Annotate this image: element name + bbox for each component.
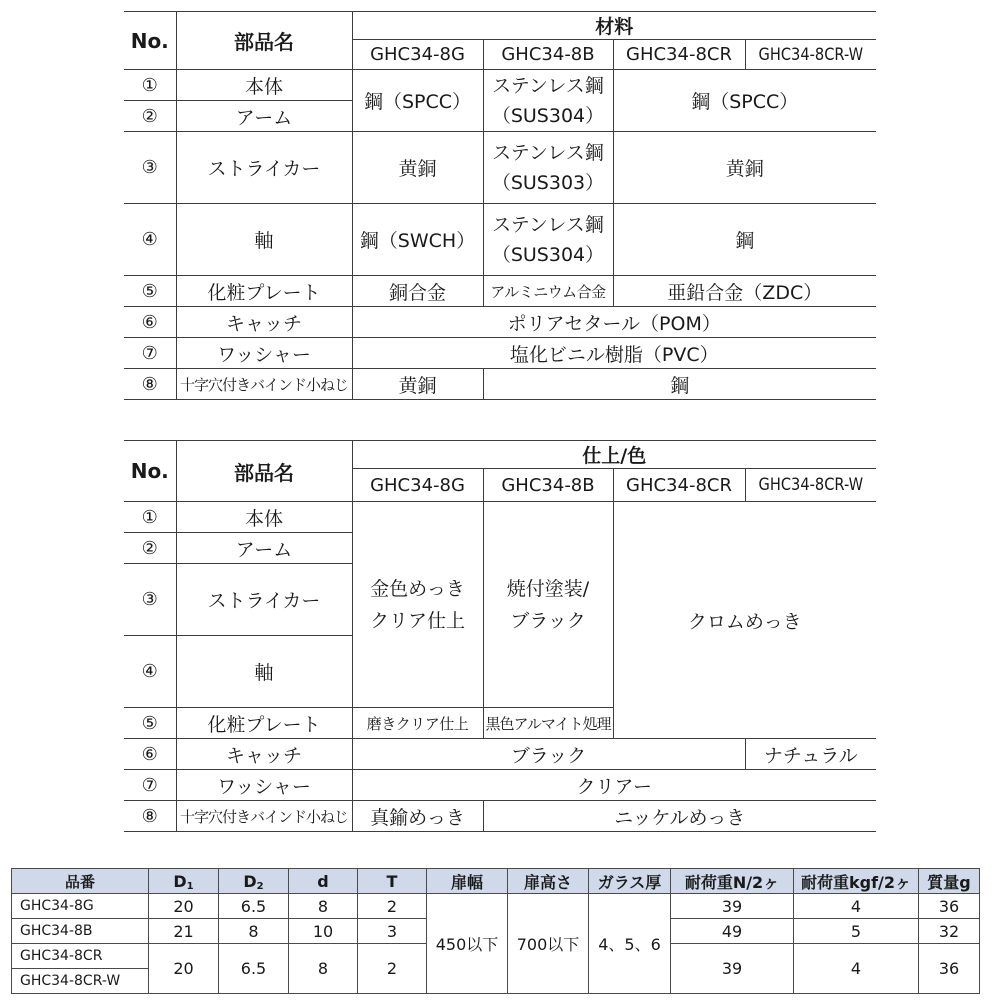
spec-door-height: 700以下 xyxy=(508,894,589,994)
row-number: ① xyxy=(124,70,176,101)
material-cell: 鋼（SPCC） xyxy=(352,70,483,132)
spec-d: 8 xyxy=(289,944,358,994)
spec-load-kgf: 5 xyxy=(794,919,919,944)
material-line: （SUS303） xyxy=(491,171,605,194)
material-cell: 塩化ビニル樹脂（PVC） xyxy=(352,338,876,369)
material-cell: ポリアセタール（POM） xyxy=(352,307,876,338)
spec-header-d2-sub: 2 xyxy=(256,880,264,892)
spec-header-door-height: 扉高さ xyxy=(508,869,589,894)
material-cell: 亜鉛合金（ZDC） xyxy=(613,276,876,307)
spec-door-width: 450以下 xyxy=(427,894,508,994)
finish-table xyxy=(124,440,876,832)
finish-cell: クリアー xyxy=(352,770,876,801)
row-number: ④ xyxy=(124,204,176,276)
finish-cell: ニッケルめっき xyxy=(483,801,876,832)
finish-cell: ナチュラル xyxy=(745,739,876,770)
spec-t: 2 xyxy=(358,894,427,919)
material-cell xyxy=(483,204,613,276)
row-number: ⑥ xyxy=(124,739,176,770)
group-header-finish: 仕上/色 xyxy=(352,441,876,469)
finish-line: クリア仕上 xyxy=(369,609,465,632)
row-number: ⑧ xyxy=(124,801,176,832)
row-number: ⑥ xyxy=(124,307,176,338)
model-header: GHC34-8B xyxy=(483,469,613,502)
material-cell: 黄銅 xyxy=(352,369,483,400)
model-header: GHC34-8B xyxy=(483,40,613,70)
part-name: 軸 xyxy=(176,636,352,708)
col-header-part: 部品名 xyxy=(176,12,352,70)
spec-d2: 6.5 xyxy=(219,944,289,994)
row-number: ③ xyxy=(124,132,176,204)
spec-load-n: 49 xyxy=(671,919,794,944)
material-cell xyxy=(483,132,613,204)
spec-part-no: GHC34-8CR xyxy=(12,944,149,969)
row-number: ③ xyxy=(124,564,176,636)
spec-header-glass: ガラス厚 xyxy=(589,869,671,894)
material-cell: 鋼（SWCH） xyxy=(352,204,483,276)
spec-header-mass: 質量g xyxy=(919,869,980,894)
model-header: GHC34-8G xyxy=(352,469,483,502)
spec-d: 10 xyxy=(289,919,358,944)
part-name: 本体 xyxy=(176,502,352,533)
spec-d1: 21 xyxy=(149,919,219,944)
row-number: ⑦ xyxy=(124,338,176,369)
material-cell: アルミニウム合金 xyxy=(483,276,613,307)
material-cell: 鋼 xyxy=(613,204,876,276)
part-name: 本体 xyxy=(176,70,352,101)
model-header: GHC34-8G xyxy=(352,40,483,70)
group-header-material: 材料 xyxy=(352,12,876,40)
spec-header-door-width: 扉幅 xyxy=(427,869,508,894)
material-cell: 鋼 xyxy=(483,369,876,400)
model-header-label: GHC34-8CR-W xyxy=(758,44,864,65)
part-name: 化粧プレート xyxy=(176,708,352,739)
model-header-label: GHC34-8CR-W xyxy=(758,475,864,495)
row-number: ⑧ xyxy=(124,369,176,400)
model-header: GHC34-8CR xyxy=(613,469,745,502)
spec-d2: 8 xyxy=(219,919,289,944)
material-line: ステンレス鋼 xyxy=(492,213,604,236)
row-number: ⑤ xyxy=(124,276,176,307)
model-header: GHC34-8CR xyxy=(613,40,745,70)
spec-header-load-kgf: 耐荷重kgf/2ヶ xyxy=(794,869,919,894)
finish-cell: 真鍮めっき xyxy=(352,801,483,832)
col-header-no: No. xyxy=(124,441,176,502)
part-name: ワッシャー xyxy=(176,338,352,369)
spec-glass: 4、5、6 xyxy=(589,894,671,994)
spec-header-d1-main: D xyxy=(173,871,187,891)
finish-cell xyxy=(352,502,483,708)
model-header xyxy=(745,469,876,502)
spec-mass: 32 xyxy=(919,919,980,944)
row-number: ② xyxy=(124,101,176,132)
row-number: ⑤ xyxy=(124,708,176,739)
row-number: ① xyxy=(124,502,176,533)
part-name: キャッチ xyxy=(176,307,352,338)
spec-d: 8 xyxy=(289,894,358,919)
part-name: 十字穴付きバインド小ねじ xyxy=(176,369,352,400)
spec-d2: 6.5 xyxy=(219,894,289,919)
spec-t: 2 xyxy=(358,944,427,994)
row-number: ② xyxy=(124,533,176,564)
spec-mass: 36 xyxy=(919,894,980,919)
spec-header-part-no: 品番 xyxy=(12,869,149,894)
finish-cell: クロムめっき xyxy=(613,502,876,739)
spec-header-d2-main: D xyxy=(243,871,257,891)
col-header-part: 部品名 xyxy=(176,441,352,502)
material-cell: 銅合金 xyxy=(352,276,483,307)
material-cell: 黄銅 xyxy=(352,132,483,204)
model-header xyxy=(745,40,876,70)
part-name: アーム xyxy=(176,101,352,132)
row-number: ⑦ xyxy=(124,770,176,801)
finish-cell xyxy=(483,502,613,708)
part-name: ストライカー xyxy=(176,564,352,636)
part-name: アーム xyxy=(176,533,352,564)
spec-header-t: T xyxy=(358,869,427,894)
spec-part-no: GHC34-8G xyxy=(12,894,149,919)
part-name: 軸 xyxy=(176,204,352,276)
spec-load-n: 39 xyxy=(671,944,794,994)
row-number: ④ xyxy=(124,636,176,708)
finish-cell: 黒色アルマイト処理 xyxy=(483,708,613,739)
materials-table xyxy=(124,11,876,400)
spec-header-d1 xyxy=(149,869,219,894)
material-line: （SUS304） xyxy=(491,104,605,127)
spec-load-kgf: 4 xyxy=(794,944,919,994)
spec-d1: 20 xyxy=(149,944,219,994)
spec-header-d2 xyxy=(219,869,289,894)
finish-line: 金色めっき xyxy=(370,577,465,600)
spec-header-d1-sub: 1 xyxy=(186,880,194,892)
material-line: ステンレス鋼 xyxy=(492,141,604,164)
spec-t: 3 xyxy=(358,919,427,944)
part-name: 化粧プレート xyxy=(176,276,352,307)
part-name: ワッシャー xyxy=(176,770,352,801)
material-line: （SUS304） xyxy=(491,243,605,266)
part-name: ストライカー xyxy=(176,132,352,204)
spec-load-n: 39 xyxy=(671,894,794,919)
finish-line: 焼付塗装/ xyxy=(506,577,590,600)
finish-cell: 磨きクリア仕上 xyxy=(352,708,483,739)
spec-table xyxy=(11,868,980,994)
part-name: 十字穴付きバインド小ねじ xyxy=(176,801,352,832)
col-header-no: No. xyxy=(124,12,176,70)
finish-cell: ブラック xyxy=(352,739,745,770)
material-line: ステンレス鋼 xyxy=(492,74,604,97)
spec-d1: 20 xyxy=(149,894,219,919)
material-cell: 鋼（SPCC） xyxy=(613,70,876,132)
spec-header-load-n: 耐荷重N/2ヶ xyxy=(671,869,794,894)
finish-line: ブラック xyxy=(510,609,586,632)
material-cell: 黄銅 xyxy=(613,132,876,204)
spec-part-no: GHC34-8B xyxy=(12,919,149,944)
spec-load-kgf: 4 xyxy=(794,894,919,919)
spec-mass: 36 xyxy=(919,944,980,994)
spec-header-d: d xyxy=(289,869,358,894)
spec-part-no: GHC34-8CR-W xyxy=(12,969,149,994)
part-name: キャッチ xyxy=(176,739,352,770)
material-cell xyxy=(483,70,613,132)
